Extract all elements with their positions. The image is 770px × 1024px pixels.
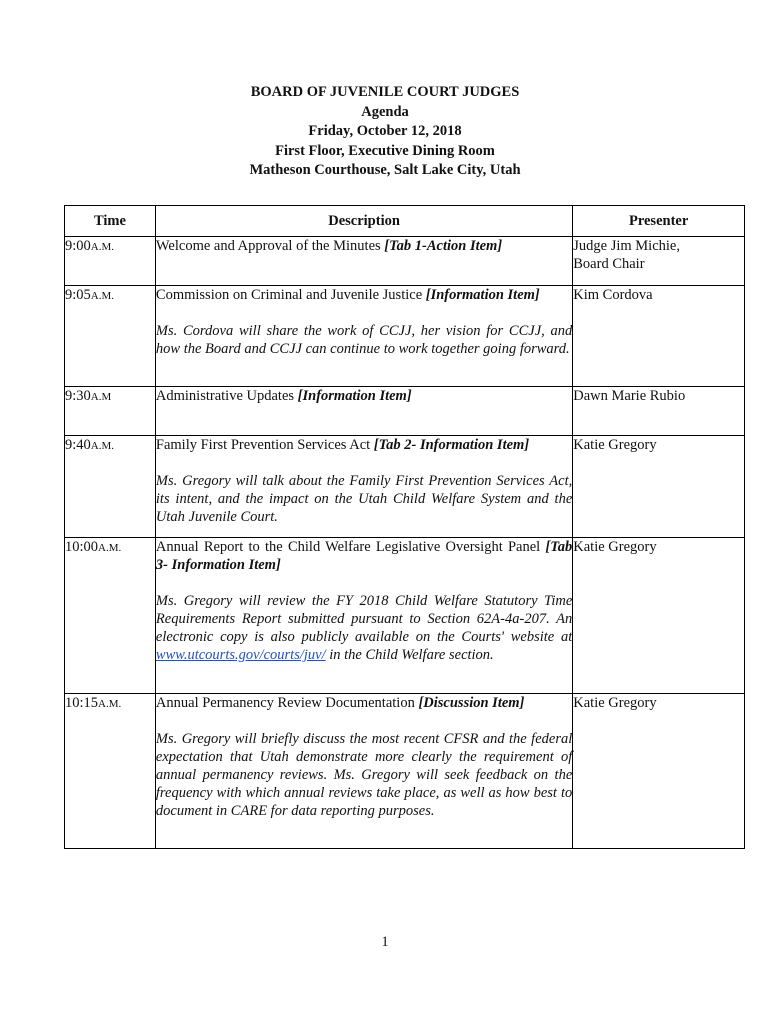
item-note: Ms. Gregory will talk about the Family First Prevention Services Act, its intent, and the impact on the Utah Child Welfare System and the Utah Juvenile Court. <box>155 473 573 525</box>
time-suffix: A.M. <box>90 241 115 253</box>
courts-website-link[interactable]: www.utcourts.gov/courts/juv/ <box>155 647 326 663</box>
table-row <box>65 538 745 694</box>
note-text: in the Child Welfare section. <box>325 647 494 663</box>
item-note <box>156 592 572 664</box>
item-tag: [Tab 2- Information Item] <box>373 437 530 453</box>
column-header-time: Time <box>65 206 156 237</box>
table-header-row <box>65 206 745 237</box>
presenter-cell <box>573 436 745 538</box>
item-tag: [Information Item] <box>425 287 540 303</box>
time-suffix: A.M. <box>90 440 115 452</box>
time-value: 9:30 <box>65 388 91 404</box>
item-note: Ms. Gregory will briefly discuss the most recent CFSR and the federal expectation that Utah demonstrate more clearly the requirement of annual permanency reviews. Ms. Gregory will seek feedback on the frequency with which annual reviews take place, as well as how best to document in CARE for data reporting purposes. <box>155 731 573 819</box>
agenda-table <box>64 205 745 849</box>
table-row <box>65 694 745 849</box>
item-tag: [Discussion Item] <box>418 695 525 711</box>
item-tag: [Tab 1-Action Item] <box>384 238 503 254</box>
column-header-description: Description <box>155 206 572 237</box>
board-name: BOARD OF JUVENILE COURT JUDGES <box>250 84 520 100</box>
item-title: Commission on Criminal and Juvenile Justice <box>155 287 426 303</box>
item-title: Family First Prevention Services Act <box>155 437 374 453</box>
presenter-name: Judge Jim Michie, <box>573 238 680 254</box>
presenter-name: Kim Cordova <box>573 287 653 303</box>
item-tag: [Tab 3- Information Item] <box>155 539 573 573</box>
description-cell <box>155 237 572 286</box>
presenter-name: Katie Gregory <box>573 539 657 555</box>
description-cell <box>155 286 572 387</box>
item-title: Welcome and Approval of the Minutes <box>155 238 385 254</box>
time-value: 10:00 <box>65 539 99 555</box>
presenter-name: Katie Gregory <box>573 695 657 711</box>
presenter-cell <box>573 237 745 286</box>
presenter-name: Dawn Marie Rubio <box>573 388 686 404</box>
time-suffix: A.M. <box>98 698 122 710</box>
time-cell <box>65 286 156 387</box>
time-cell <box>65 387 156 436</box>
description-cell <box>155 538 572 694</box>
presenter-cell <box>573 538 745 694</box>
item-title: Annual Permanency Review Documentation <box>155 695 419 711</box>
description-cell <box>155 694 572 849</box>
presenter-name: Katie Gregory <box>573 437 657 453</box>
table-row <box>65 237 745 286</box>
document-type: Agenda <box>361 103 409 120</box>
item-title: Annual Report to the Child Welfare Legislative Oversight Panel <box>155 539 546 555</box>
time-suffix: A.M <box>90 391 112 403</box>
meeting-date: Friday, October 12, 2018 <box>308 123 462 139</box>
column-header-presenter: Presenter <box>573 206 745 237</box>
presenter-cell <box>573 286 745 387</box>
time-cell <box>65 237 156 286</box>
time-suffix: A.M. <box>98 542 122 554</box>
item-tag: [Information Item] <box>297 388 412 404</box>
time-cell <box>65 694 156 849</box>
table-row <box>65 286 745 387</box>
item-note: Ms. Cordova will share the work of CCJJ, her vision for CCJJ, and how the Board and CCJJ can continue to work together going forward. <box>155 323 573 357</box>
presenter-cell <box>573 387 745 436</box>
time-value: 9:00 <box>65 238 91 254</box>
meeting-location: Matheson Courthouse, Salt Lake City, Utah <box>249 162 521 178</box>
description-cell <box>155 387 572 436</box>
agenda-header <box>0 83 770 181</box>
presenter-role: Board Chair <box>573 256 645 272</box>
time-cell <box>65 538 156 694</box>
time-value: 9:05 <box>65 287 91 303</box>
presenter-cell <box>573 694 745 849</box>
time-suffix: A.M. <box>90 290 115 302</box>
page-number: 1 <box>381 934 389 950</box>
description-cell <box>155 436 572 538</box>
time-value: 10:15 <box>65 695 99 711</box>
table-row <box>65 436 745 538</box>
meeting-room: First Floor, Executive Dining Room <box>275 142 495 159</box>
note-text: Ms. Gregory will review the FY 2018 Child Welfare Statutory Time Requirements Report submitted pursuant to Section 62A-4a-207. An electronic copy is also publicly available on the Courts' website at <box>155 593 573 645</box>
item-title: Administrative Updates <box>155 388 298 404</box>
time-value: 9:40 <box>65 437 91 453</box>
time-cell <box>65 436 156 538</box>
table-row <box>65 387 745 436</box>
